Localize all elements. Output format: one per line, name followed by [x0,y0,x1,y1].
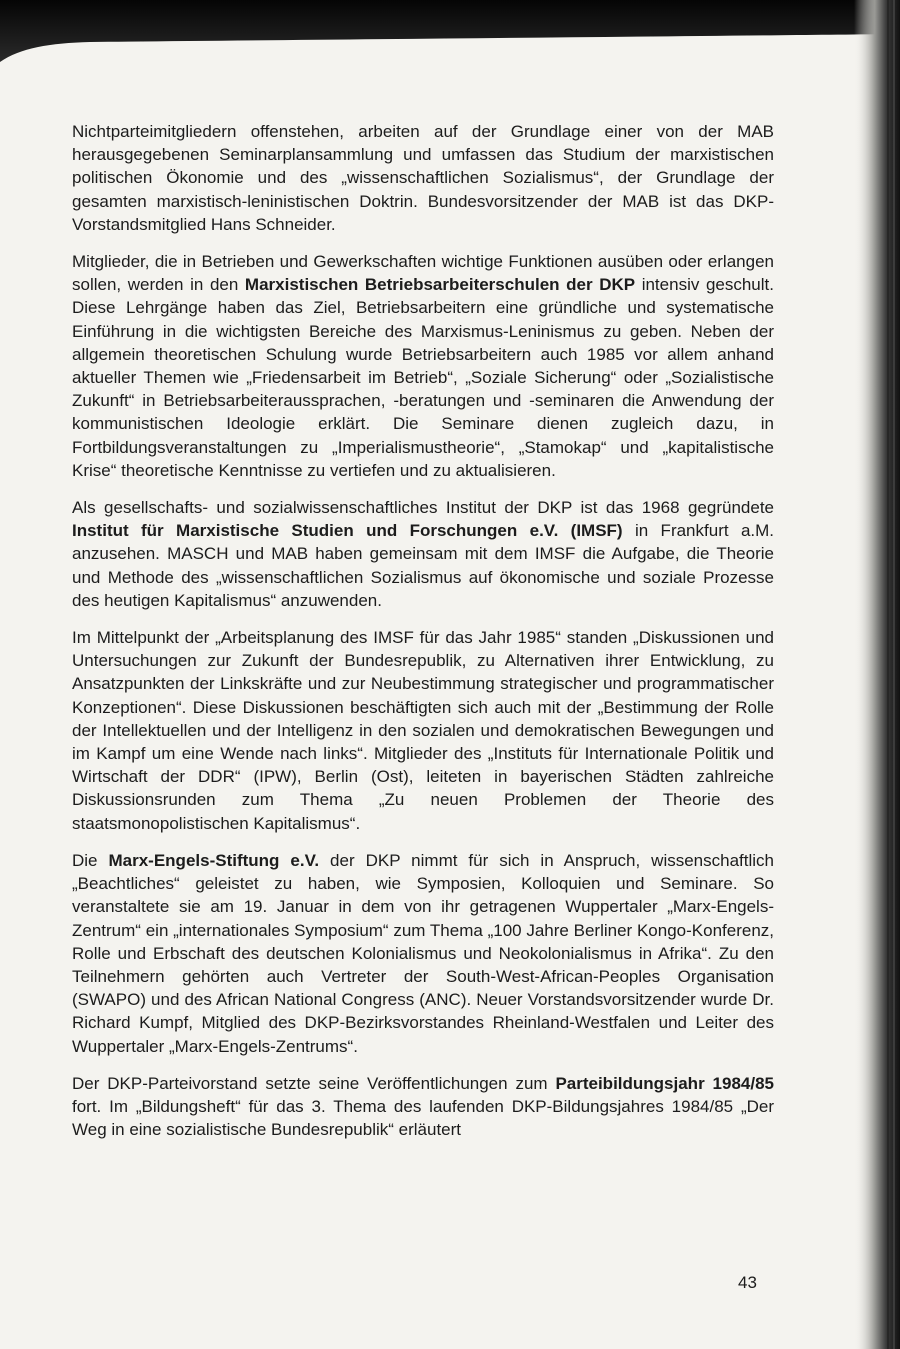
paragraph-4 [72,626,774,835]
bold-term-parteibildungsjahr: Parteibildungsjahr 1984/85 [555,1073,774,1093]
paragraph-6 [72,1072,774,1142]
scan-edge-shadow-top [0,0,900,62]
text-segment: fort. Im „Bildungsheft“ für das 3. Thema des laufenden DKP-Bildungsjahres 1984/85 „Der Weg in eine sozialistische Bundesrepublik“ erläutert [72,1096,774,1140]
text-segment: Mitglieder, die in Betrieben und Gewerkschaften wichtige Funktionen ausüben oder erlangen sollen, werden in den [72,252,774,295]
text-segment: der DKP nimmt für sich in Anspruch, wissenschaftlich „Beachtliches“ geleistet zu haben, wie Symposien, Kolloquien und Seminare. So veranstaltete sie am 19. Januar in dem von ihr getragenen Wuppertaler „Marx-Engels-Zentrum“ ein „internationales Symposium“ zum Thema „100 Jahre Berliner Kongo-Konferenz, Rolle und Erbschaft des deutschen Kolonialismus und Neokolonialismus in Afrika“. Zu den Teilnehmern gehörten auch Vertreter der South-West-African-Peoples Organisation (SWAPO) und des African National Congress (ANC). Neuer Vorstandsvorsitzender wurde Dr. Richard Kumpf, Mitglied des DKP-Bezirksvorstandes Rheinland-Westfalen und Leiter des Wuppertaler „Marx-Engels-Zentrums“. [72,850,775,1056]
text-segment: Die [72,850,109,870]
paragraph-2 [72,250,774,482]
page-number: 43 [738,1273,757,1292]
bold-term-marx-engels-stiftung: Marx-Engels-Stiftung e.V. [108,850,320,870]
scan-edge-binding-right [854,0,900,1349]
text-segment: Der DKP-Parteivorstand setzte seine Veröffentlichungen zum [72,1073,556,1093]
paragraph-3 [72,496,774,612]
bold-term-imsf: Institut für Marxistische Studien und Forschungen e.V. (IMSF) [72,521,623,541]
paragraph-1 [72,120,774,236]
page-body [72,120,774,1155]
text-segment: intensiv geschult. Diese Lehrgänge haben das Ziel, Betriebsarbeitern eine gründliche und systematische Einführung in die wichtigsten Bereiche des Marxismus-Leninismus zu geben. Neben der allgemein theoretischen Schulung wurde Betriebsarbeitern auch 1985 vor allem anhand aktueller Themen wie „Friedensarbeit im Betrieb“, „Soziale Sicherung“ oder „Sozialistische Zukunft“ in Betriebsarbeiteraussprachen, -beratungen und -seminaren die Anwendung der kommunistischen Ideologie erklärt. Die Seminare dienen zugleich dazu, in Fortbildungsveranstaltungen zu „Imperialismustheorie“, „Stamokap“ und „kapitalistische Krise“ theoretische Kenntnisse zu vertiefen und zu aktualisieren. [72,275,774,480]
text-segment: in Frankfurt a.M. anzusehen. MASCH und MAB haben gemeinsam mit dem IMSF die Aufgabe, die Theorie und Methode des „wissenschaftlichen Sozialismus auf ökonomische und soziale Prozesse des heutigen Kapitalismus“ anzuwenden. [72,521,775,610]
paragraph-5 [72,849,774,1058]
bold-term-betriebsarbeiterschulen: Marxistischen Betriebsarbeiterschulen der DKP [244,275,636,295]
text-segment: Im Mittelpunkt der „Arbeitsplanung des IMSF für das Jahr 1985“ standen „Diskussionen und Untersuchungen zur Zukunft der Bundesrepublik, zu Alternativen ihrer Entwicklung, zu Ansatzpunkten der Linkskräfte und zur Neubestimmung strategischer und programmatischer Konzeptionen“. Diese Diskussionen beschäftigten sich auch mit der „Bestimmung der Rolle der Intellektuellen und der Intelligenz in den sozialen und demokratischen Bewegungen und im Kampf um eine Wende nach links“. Mitglieder des „Instituts für Internationale Politik und Wirtschaft der DDR“ (IPW), Berlin (Ost), leiteten in bayerischen Städten zahlreiche Diskussionsrunden zum Thema „Zu neuen Problemen der Theorie des staatsmonopolistischen Kapitalismus“. [72,628,774,833]
text-segment: Nichtparteimitgliedern offenstehen, arbeiten auf der Grundlage einer von der MAB herausgegebenen Seminarplansammlung und umfassen das Studium der marxistischen politischen Ökonomie und des „wissenschaftlichen Sozialismus“, der Grundlage der gesamten marxistisch-leninistischen Doktrin. Bundesvorsitzender der MAB ist das DKP-Vorstandsmitglied Hans Schneider. [72,122,774,234]
text-segment: Als gesellschafts- und sozialwissenschaftliches Institut der DKP ist das 1968 gegründete [72,498,774,518]
